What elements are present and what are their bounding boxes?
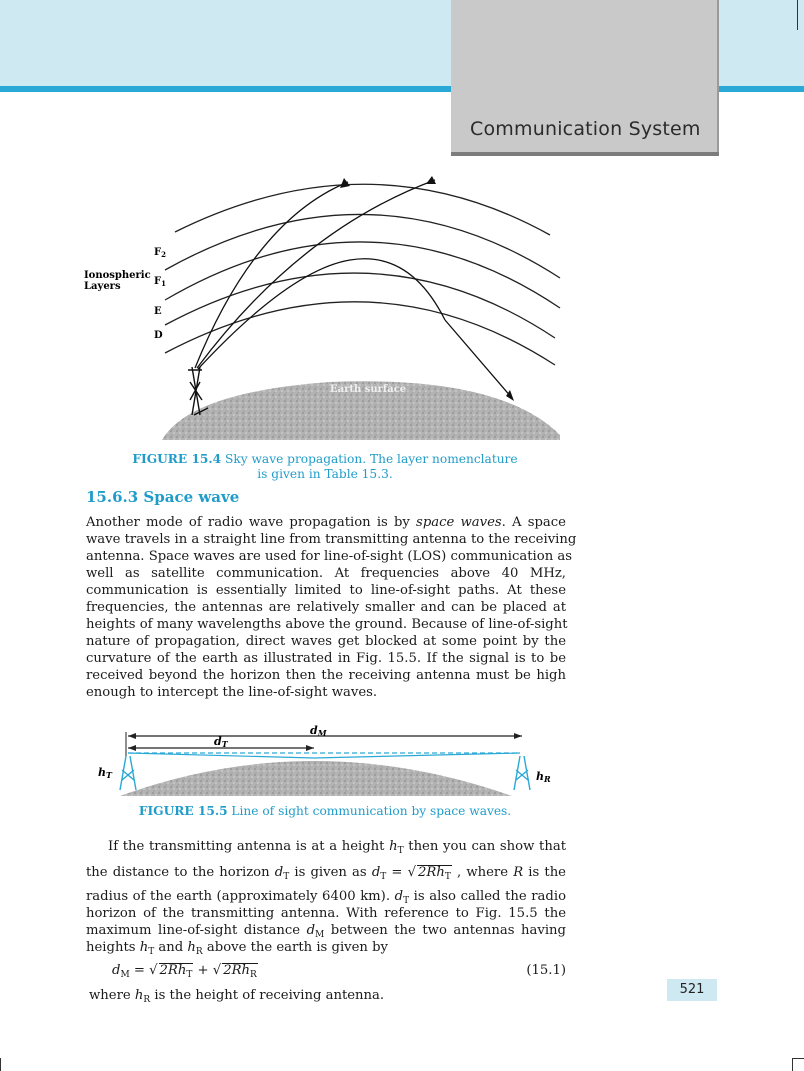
ionosphere-arc — [165, 302, 555, 365]
paragraph-1 — [86, 514, 577, 701]
paragraph-line: enough to intercept the line-of-sight waves. — [86, 685, 378, 700]
paragraph-2-line-2 — [86, 864, 566, 881]
paragraph-line: where $h_R$ is the height of receiving antenna. — [89, 988, 385, 1005]
paragraph-line: antenna. Space waves are used for line-of-sight (LOS) communication as — [86, 549, 573, 564]
equation-number: (15.1) — [526, 963, 566, 978]
paragraph-line: heights $h_T$ and $h_R$ above the earth is given by — [86, 940, 388, 957]
earth-surface — [120, 761, 512, 796]
figure-15-4-caption: FIGURE 15.4 Sky wave propagation. The layer nomenclature is given in Table 15.3. — [132, 452, 518, 481]
paragraph-line: If the transmitting antenna is at a height $h_T$ then you can show that — [108, 839, 566, 856]
layers-label-2: Layers — [84, 281, 121, 292]
sky-wave-ray — [197, 180, 435, 368]
crop-mark — [0, 1058, 1, 1071]
receive-antenna-icon — [514, 756, 530, 790]
equation-body: $d_M$ = √ $2Rh_T$ + √ $2Rh_R$ — [112, 963, 257, 980]
sky-wave-figure — [80, 160, 600, 450]
sky-wave-ray — [445, 320, 512, 398]
paragraph-line: wave travels in a straight line from transmitting antenna to the receiving — [86, 532, 577, 547]
crop-mark — [792, 1058, 793, 1071]
paragraph-3 — [89, 987, 569, 1004]
chapter-title: Communication System — [470, 118, 701, 140]
space-wave-figure — [92, 720, 562, 800]
page-number: 521 — [667, 979, 717, 1001]
paragraph-line: well as satellite communication. At frequencies above 40 MHz, — [86, 566, 566, 581]
paragraph-line: radius of the earth (approximately 6400 km). $d_T$ is also called the radio — [86, 889, 567, 906]
layers-label-1: Ionospheric — [84, 270, 151, 281]
paragraph-line: curvature of the earth as illustrated in Fig. 15.5. If the signal is to be — [86, 651, 566, 666]
paragraph-line: received beyond the horizon then the receiving antenna must be high — [86, 668, 566, 683]
equation-15-1 — [86, 962, 566, 979]
hT-label: hT — [98, 766, 112, 780]
crop-mark — [797, 0, 798, 30]
layer-f2-label: $F_2$ — [154, 247, 166, 259]
paragraph-line: frequencies, the antennas are relatively smaller and can be placed at — [86, 600, 566, 615]
transmit-antenna-icon — [120, 756, 136, 790]
paragraph-2 — [86, 838, 566, 855]
paragraph-line: communication is essentially limited to line-of-sight paths. At these — [86, 583, 566, 598]
paragraph-line: horizon of the transmitting antenna. With reference to Fig. 15.5 the — [86, 906, 566, 921]
dM-label: dM — [310, 724, 327, 738]
ionosphere-arc — [165, 273, 555, 338]
dT-label: dT — [214, 735, 228, 749]
paragraph-line: heights of many wavelengths above the ground. Because of line-of-sight — [86, 617, 568, 632]
layer-f1-label: $F_1$ — [154, 276, 166, 288]
paragraph-line: maximum line-of-sight distance $d_M$ between the two antennas having — [86, 923, 566, 940]
section-heading: 15.6.3 Space wave — [86, 488, 240, 506]
layer-e-label: E — [154, 306, 162, 317]
paragraph-line: the distance to the horizon $d_T$ is given as $d_T$ = √ $2Rh_T$ , where R is the — [86, 865, 566, 882]
ionosphere-arc — [175, 184, 550, 235]
paragraph-line: nature of propagation, direct waves get blocked at some point by the — [86, 634, 566, 649]
paragraph-2-rest — [86, 888, 566, 956]
paragraph-line: Another mode of radio wave propagation is by space waves. A space — [86, 515, 566, 530]
figure-15-5-caption: FIGURE 15.5 Line of sight communication by space waves. — [138, 804, 512, 818]
layer-d-label: D — [154, 330, 163, 341]
surface-label: Earth surface — [330, 384, 407, 395]
hR-label: hR — [536, 770, 551, 784]
crop-mark — [792, 1058, 804, 1059]
ionosphere-arc — [165, 214, 560, 278]
